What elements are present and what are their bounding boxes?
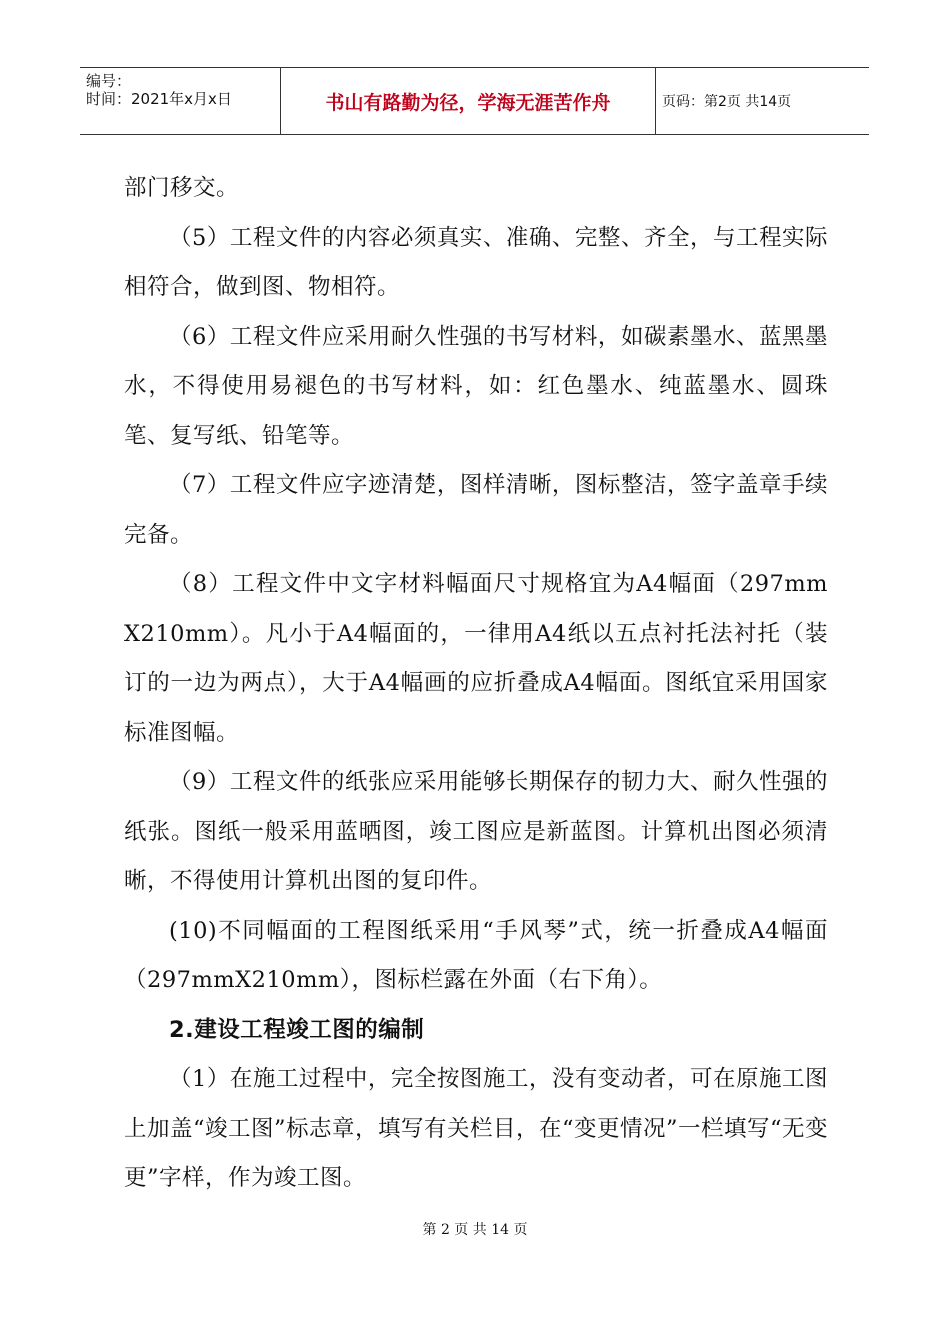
- paragraph-item-7: （7）工程文件应字迹清楚，图样清晰，图标整洁，签字盖章手续完备。: [124, 472, 828, 548]
- page-footer: [0, 1219, 950, 1239]
- header-meta: [80, 68, 280, 134]
- paragraph-item-9: （9）工程文件的纸张应采用能够长期保存的韧力大、耐久性强的纸张。图纸一般采用蓝晒图，竣工图应是新蓝图。计算机出图必须清晰，不得使用计算机出图的复印件。: [124, 769, 828, 894]
- paragraph-item-5: （5）工程文件的内容必须真实、准确、完整、齐全，与工程实际相符合，做到图、物相符。: [124, 224, 828, 300]
- header-page-code: 页码：第2页 共14页: [662, 94, 792, 110]
- paragraph-continuation: 部门移交。: [124, 175, 240, 201]
- section-heading: 2.建设工程竣工图的编制: [169, 1016, 425, 1043]
- document-time-label: 时间：2021年x月x日: [86, 90, 232, 108]
- document-number-label: 编号：: [86, 72, 132, 90]
- document-body: [124, 164, 828, 1204]
- paragraph-item-6: （6）工程文件应采用耐久性强的书写材料，如碳素墨水、蓝黑墨水，不得使用易褪色的书写材料，如：红色墨水、纯蓝墨水、圆珠笔、复写纸、铅笔等。: [124, 323, 828, 449]
- paragraph-item-8: （8）工程文件中文字材料幅面尺寸规格宜为A4幅面（297mm X210mm）。凡小于A4幅面的，一律用A4纸以五点衬托法衬托（装订的一边为两点），大于A4幅画的应折叠成A4幅面。图纸宜采用国家标准图幅。: [124, 571, 828, 746]
- header-divider: [655, 68, 656, 134]
- footer-page-number: 第 2 页 共 14 页: [422, 1222, 528, 1238]
- paragraph-section2-item-1: （1）在施工过程中，完全按图施工，没有变动者，可在原施工图上加盖“竣工图”标志章，填写有关栏目，在“变更情况”一栏填写“无变更”字样，作为竣工图。: [124, 1066, 829, 1191]
- paragraph-item-10: (10)不同幅面的工程图纸采用“手风琴”式，统一折叠成A4幅面（297mmX210mm），图标栏露在外面（右下角）。: [124, 917, 828, 993]
- document-header: [80, 67, 869, 135]
- header-motto: 书山有路勤为径，学海无涯苦作舟: [325, 91, 611, 114]
